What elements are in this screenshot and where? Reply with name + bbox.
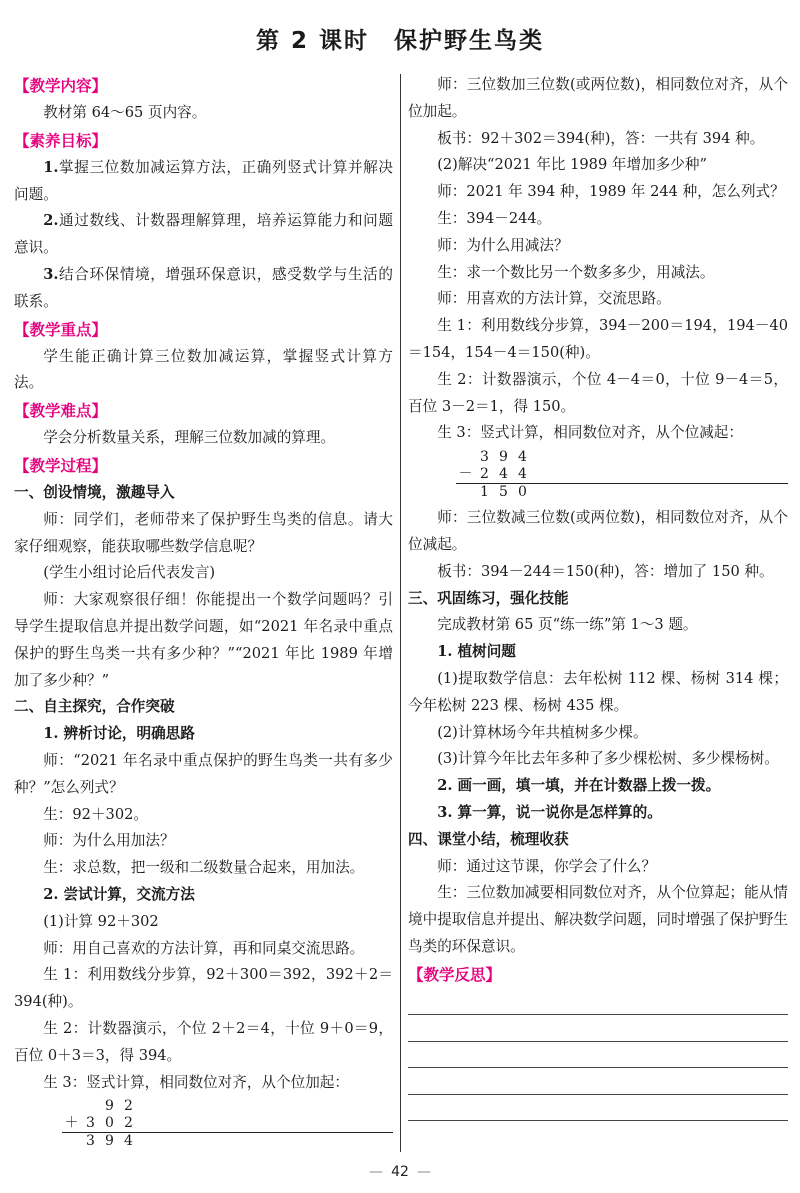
writing-line[interactable]: [408, 1042, 788, 1069]
difficulty-text: 学会分析数量关系，理解三位数加减的算理。: [43, 429, 336, 447]
minus-sign: －: [458, 466, 473, 483]
paragraph: 生：求一个数比另一个数多多少，用减法。: [437, 263, 715, 281]
goal-text: 掌握三位数加减运算方法，正确列竖式计算并解决问题。: [14, 158, 393, 203]
writing-line[interactable]: [408, 989, 788, 1016]
goal-1: [14, 155, 393, 209]
key-tag: 【教学重点】: [14, 320, 108, 339]
subheading: 1. 辨析讨论，明确思路: [43, 725, 195, 743]
calc-row-top: 3 9 4: [480, 449, 527, 466]
paragraph: 师：2021 年 394 种，1989 年 244 种，怎么列式？: [437, 183, 785, 201]
paragraph: 师：大家观察很仔细！你能提出一个数学问题吗？引导学生提取信息并提出数学问题，如“2021 年名录中重点保护的野生鸟类一共有多少种？”“2021 年比 1989 年增加了多少种？”: [14, 591, 393, 689]
footer-dash: —: [416, 1164, 431, 1180]
goal-text: 通过数线、计数器理解算理，培养运算能力和问题意识。: [14, 212, 393, 257]
paragraph: 生 1：利用数线分步算，92＋300＝392，392＋2＝394(种)。: [14, 966, 393, 1011]
goal-3: [14, 262, 393, 316]
subheading: 2. 尝试计算，交流方法: [43, 885, 195, 903]
paragraph: (2)计算林场今年共植树多少棵。: [437, 723, 648, 741]
calc-row-operand: － 2 4 4: [456, 466, 788, 484]
plus-sign: ＋: [64, 1115, 79, 1132]
reflection-lines: [408, 989, 788, 1122]
paragraph: 师：三位数加三位数(或两位数)，相同数位对齐，从个位加起。: [408, 76, 788, 120]
subheading: 2. 画一画，填一填，并在计数器上拨一拨。: [437, 777, 721, 795]
footer-dash: —: [369, 1164, 384, 1180]
calc-row-operand: ＋ 3 0 2: [62, 1115, 393, 1133]
paragraph: 生 2：计数器演示，个位 4－4＝0，十位 9－4＝5，百位 3－2＝1，得 150。: [408, 370, 788, 415]
paragraph: 生 3：竖式计算，相同数位对齐，从个位减起：: [437, 424, 743, 442]
page-number: 42: [391, 1164, 409, 1180]
paragraph: 师：用喜欢的方法计算，交流思路。: [437, 290, 671, 308]
subheading: 3. 算一算，说一说你是怎样算的。: [437, 803, 662, 821]
paragraph: (1)计算 92＋302: [43, 912, 159, 930]
key-text: 学生能正确计算三位数加减运算，掌握竖式计算方法。: [14, 347, 393, 392]
goal-text: 结合环保情境，增强环保意识，感受数学与生活的联系。: [14, 265, 393, 310]
paragraph: (2)解决“2021 年比 1989 年增加多少种”: [437, 156, 707, 174]
paragraph: (3)计算今年比去年多种了多少棵松树、多少棵杨树。: [437, 750, 779, 768]
paragraph: 生 3：竖式计算，相同数位对齐，从个位加起：: [43, 1073, 349, 1091]
paragraph: 生：三位数加减要相同数位对齐，从个位算起；能从情境中提取信息并提出、解决数学问题，同时增强了保护野生鸟类的环保意识。: [408, 884, 788, 955]
section-2-title: 二、自主探究，合作突破: [14, 698, 175, 716]
section-1-title: 一、创设情境，激趣导入: [14, 483, 175, 501]
vertical-addition: [62, 1098, 393, 1150]
vertical-subtraction: [456, 449, 788, 501]
paragraph: 生 2：计数器演示，个位 2＋2＝4，十位 9＋0＝9，百位 0＋3＝3，得 394。: [14, 1019, 393, 1064]
section-3-title: 三、巩固练习，强化技能: [408, 589, 569, 607]
difficulty-tag: 【教学难点】: [14, 402, 108, 421]
lesson-title: 第 2 课时 保护野生鸟类: [255, 28, 545, 54]
paragraph: 师：三位数减三位数(或两位数)，相同数位对齐，从个位减起。: [408, 509, 788, 553]
section-4-title: 四、课堂小结，梳理收获: [408, 830, 569, 848]
paragraph: 生：求总数，把一级和二级数量合起来，用加法。: [43, 859, 365, 877]
paragraph: 师：同学们，老师带来了保护野生鸟类的信息。请大家仔细观察，能获取哪些数学信息呢？: [14, 510, 393, 555]
calc-row-top: 9 2: [105, 1098, 133, 1115]
goal-num: 3.: [43, 265, 59, 283]
paragraph: 生：394－244。: [437, 209, 552, 227]
content-text: 教材第 64～65 页内容。: [43, 104, 207, 121]
writing-line[interactable]: [408, 1068, 788, 1095]
left-column: [14, 72, 393, 1154]
calc-row-result: 3 9 4: [86, 1133, 133, 1150]
paragraph: 生：92＋302。: [43, 805, 148, 823]
writing-line[interactable]: [408, 1095, 788, 1122]
paragraph: 师：“2021 年名录中重点保护的野生鸟类一共有多少种？”怎么列式？: [14, 751, 393, 796]
paragraph: (1)提取数学信息：去年松树 112 棵、杨树 314 棵；今年松树 223 棵、杨树 435 棵。: [408, 669, 788, 714]
paragraph: (学生小组讨论后代表发言): [43, 564, 216, 582]
process-tag: 【教学过程】: [14, 456, 108, 475]
goal-2: [14, 208, 393, 262]
right-column: [408, 72, 788, 1121]
paragraph: 生 1：利用数线分步算，394－200＝194，194－40＝154，154－4＝150(种)。: [408, 317, 788, 361]
paragraph: 板书：394－244＝150(种)，答：增加了 150 种。: [437, 562, 774, 580]
paragraph: 师：通过这节课，你学会了什么？: [437, 857, 657, 875]
paragraph: 板书：92＋302＝394(种)，答：一共有 394 种。: [437, 129, 765, 147]
reflection-tag: 【教学反思】: [408, 965, 502, 984]
writing-line[interactable]: [408, 1015, 788, 1042]
goal-tag: 【素养目标】: [14, 131, 108, 150]
subheading: 1. 植树问题: [437, 643, 516, 661]
goal-num: 1.: [43, 158, 59, 176]
goal-num: 2.: [43, 212, 59, 230]
paragraph: 师：用自己喜欢的方法计算，再和同桌交流思路。: [43, 939, 365, 957]
content-tag: 【教学内容】: [14, 77, 108, 95]
paragraph: 师：为什么用加法？: [43, 832, 175, 850]
column-divider: [400, 74, 401, 1152]
paragraph: 完成教材第 65 页“练一练”第 1～3 题。: [437, 616, 698, 634]
calc-row-result: 1 5 0: [480, 484, 527, 501]
paragraph: 师：为什么用减法？: [437, 236, 569, 254]
page-footer: [0, 1164, 800, 1180]
